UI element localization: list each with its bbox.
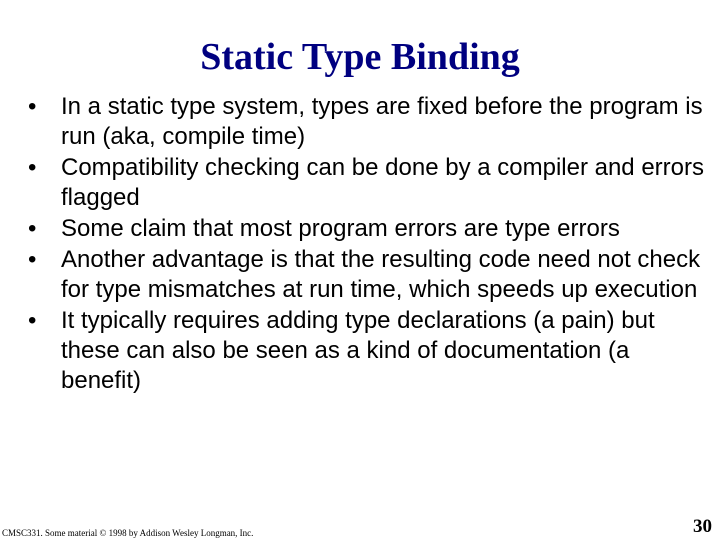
bullet-marker: • [28, 215, 37, 242]
bullet-text: In a static type system, types are fixed before the program is run (aka, compile time) [61, 93, 703, 150]
bullet-text: Another advantage is that the resulting code need not check for type mismatches at run time, which speeds up execution [61, 246, 701, 303]
bullet-item [28, 245, 708, 305]
bullet-marker: • [28, 307, 37, 334]
copyright-footer: CMSC331. Some material © 1998 by Addison Wesley Longman, Inc. [2, 528, 254, 538]
bullet-marker: • [28, 93, 37, 120]
bullet-list [28, 92, 708, 396]
bullet-marker: • [28, 154, 37, 181]
page-number: 30 [693, 516, 712, 537]
bullet-text: Compatibility checking can be done by a compiler and errors flagged [61, 154, 704, 211]
slide-title: Static Type Binding [200, 36, 520, 78]
bullet-text: Some claim that most program errors are type errors [61, 215, 620, 242]
bullet-item [28, 214, 708, 244]
bullet-item [28, 92, 708, 152]
bullet-marker: • [28, 246, 37, 273]
bullet-text: It typically requires adding type declarations (a pain) but these can also be seen as a kind of documentation (a benefit) [61, 307, 655, 394]
bullet-item [28, 306, 708, 396]
bullet-item [28, 153, 708, 213]
